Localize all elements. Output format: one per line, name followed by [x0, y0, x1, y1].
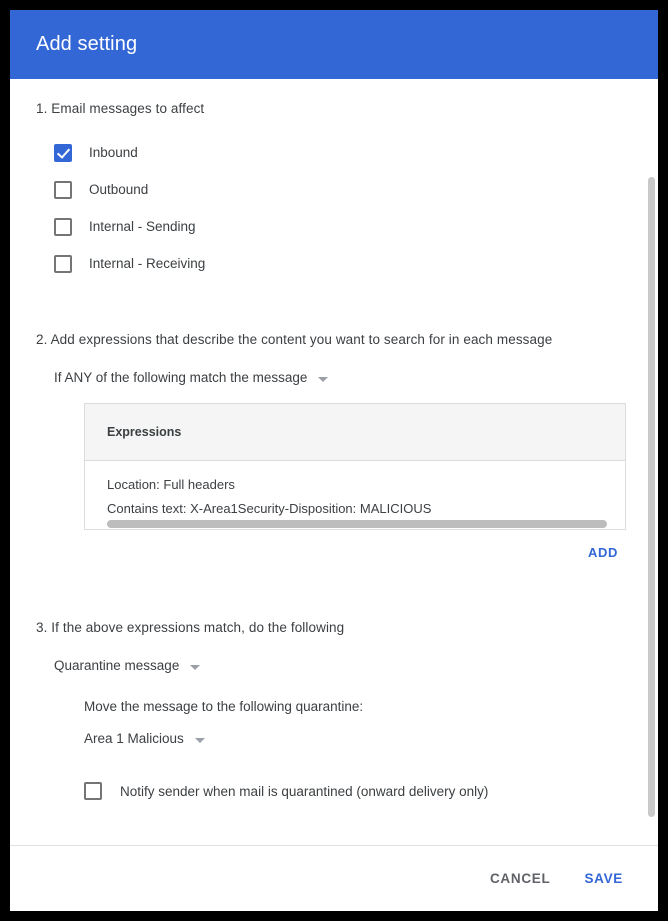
- checkbox-row-outbound[interactable]: [54, 171, 632, 208]
- add-expression-row: [84, 530, 626, 564]
- checkbox-internal-sending-icon[interactable]: [54, 218, 72, 236]
- chevron-down-icon: [190, 665, 200, 670]
- dialog-vertical-scrollbar-thumb[interactable]: [648, 177, 655, 817]
- checkbox-row-inbound[interactable]: [54, 134, 632, 171]
- action-dropdown-value: Quarantine message: [54, 658, 180, 673]
- checkbox-internal-receiving-label: Internal - Receiving: [89, 256, 206, 271]
- checkbox-row-internal-receiving[interactable]: [54, 245, 632, 282]
- add-setting-dialog: [10, 10, 658, 911]
- expressions-table: [84, 403, 626, 530]
- section-1-title: 1. Email messages to affect: [36, 101, 205, 116]
- match-condition-dropdown[interactable]: [54, 370, 328, 385]
- email-messages-checkbox-list: [54, 134, 632, 282]
- expressions-horizontal-scrollbar-thumb[interactable]: [107, 520, 607, 528]
- expressions-horizontal-scrollbar[interactable]: [85, 519, 625, 529]
- checkbox-internal-sending-label: Internal - Sending: [89, 219, 196, 234]
- quarantine-settings: [84, 699, 632, 800]
- checkbox-row-notify-sender[interactable]: [84, 782, 632, 800]
- expressions-column-header: Expressions: [107, 425, 182, 439]
- checkbox-inbound-icon[interactable]: [54, 144, 72, 162]
- action-dropdown[interactable]: [54, 658, 200, 673]
- checkbox-notify-sender-icon[interactable]: [84, 782, 102, 800]
- expressions-table-header: [85, 404, 625, 461]
- table-row[interactable]: Contains text: X-Area1Security-Disposition: MALICIOUS: [107, 501, 432, 516]
- checkbox-row-internal-sending[interactable]: [54, 208, 632, 245]
- section-2-title: 2. Add expressions that describe the content you want to search for in each message: [36, 332, 553, 347]
- dialog-body[interactable]: [10, 79, 658, 845]
- cancel-button[interactable]: CANCEL: [477, 861, 563, 896]
- match-condition-value: If ANY of the following match the message: [54, 370, 308, 385]
- checkbox-outbound-label: Outbound: [89, 182, 149, 197]
- checkbox-notify-sender-label: Notify sender when mail is quarantined (onward delivery only): [120, 783, 489, 799]
- quarantine-instruction-label: Move the message to the following quarantine:: [84, 699, 364, 714]
- quarantine-target-value: Area 1 Malicious: [84, 731, 184, 746]
- dialog-vertical-scrollbar[interactable]: [647, 79, 655, 845]
- table-row[interactable]: Location: Full headers: [107, 477, 235, 492]
- save-button[interactable]: SAVE: [571, 861, 636, 896]
- quarantine-target-dropdown[interactable]: [84, 731, 205, 746]
- dialog-footer: [10, 845, 658, 911]
- dialog-body-content: [10, 79, 658, 820]
- chevron-down-icon: [318, 377, 328, 382]
- section-3-title: 3. If the above expressions match, do the following: [36, 620, 345, 635]
- page-title: Add setting: [36, 33, 138, 55]
- expressions-table-body[interactable]: [85, 461, 625, 529]
- chevron-down-icon: [195, 738, 205, 743]
- checkbox-inbound-label: Inbound: [89, 145, 138, 160]
- dialog-header: [10, 10, 658, 79]
- checkbox-internal-receiving-icon[interactable]: [54, 255, 72, 273]
- checkbox-outbound-icon[interactable]: [54, 181, 72, 199]
- add-expression-button[interactable]: ADD: [588, 545, 618, 560]
